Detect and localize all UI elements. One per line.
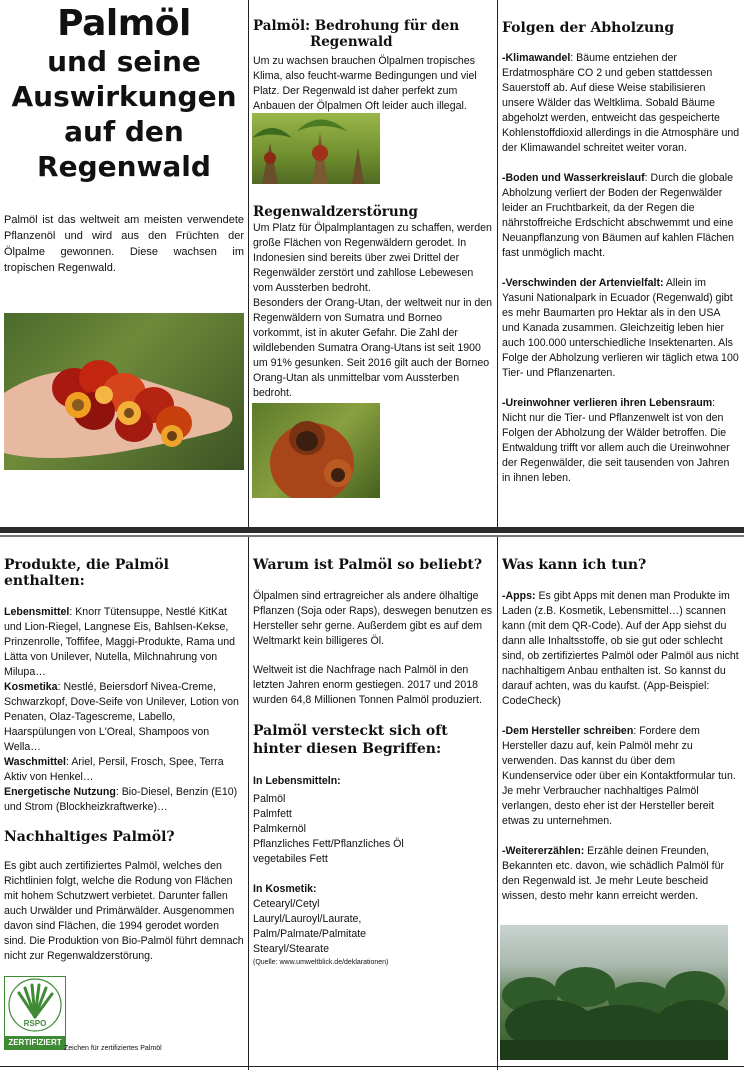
sustainable-heading: Nachhaltiges Palmöl?	[4, 829, 175, 845]
deforestation-text: Um Platz für Ölpalmplantagen zu schaffen, werden große Flächen von Regenwäldern gerodet. In Indonesien sind bereits über zwei Drittel der Regenwälder zerstört und zahllose Lebewesen vom Aussterben bedroht.	[253, 222, 492, 294]
products-section	[4, 557, 244, 964]
term: Palmöl	[253, 793, 286, 805]
action-write: -Dem Hersteller schreiben: Fordere dem Hersteller dazu auf, kein Palmöl mehr zu verwenden. Das kannst du über dem Kundenservice oder über ein Kontaktformular tun. Je mehr Verbraucher nachhaltiges Palmöl verlangen, desto eher ist der Hersteller bereit etwas zu unternehmen.	[502, 725, 736, 827]
term: Cetearyl/Cetyl	[253, 898, 320, 910]
cosmetic-terms: In Kosmetik: Cetearyl/Cetyl Lauryl/Lauroyl/Laurate, Palm/Palmate/Palmitate Stearyl/Stearate	[253, 882, 493, 957]
column-divider	[497, 537, 498, 1070]
section-divider	[0, 527, 744, 533]
palm-tree-photo	[252, 113, 380, 184]
hidden-names-heading: Palmöl versteckt sich oft hinter diesen Begriffen:	[253, 723, 448, 757]
products-cosmetics: Kosmetika: Nestlé, Beiersdorf Nivea-Creme, Schwarzkopf, Dove-Seife von Unilever, Lotion von Penaten, Olaz-Tagescreme, Labello, Haarspülungen von L'Oreal, Shampoos von Wella…	[4, 681, 239, 753]
palm-fruit-photo	[4, 313, 244, 470]
term: Palmfett	[253, 808, 292, 820]
consequences-heading: Folgen der Abholzung	[502, 20, 675, 36]
threat-text: Um zu wachsen brauchen Ölpalmen tropisches Klima, also feucht-warme Bedingungen und viel Platz. Der Regenwald ist daher perfekt zum Anbauen der Ölpalmen Oft leider auch illegal.	[253, 55, 477, 112]
orangutan-text: Besonders der Orang-Utan, der weltweit nur in den Regenwäldern von Sumatra und Borneo vorkommt, ist in akuter Gefahr. Die Zahl der wildlebenden Sumatra Orang-Utans ist seit 1900 um 91% gesunken. Seit 2016 gilt auch der Borneo Orang-Utan als unmittelbar vom Aussterben bedroht.	[253, 297, 493, 399]
action-apps: -Apps: Es gibt Apps mit denen man Produkte im Laden (z.B. Kosmetik, Lebensmittel…) scannen kann (mit dem QR-Code). Auf der App siehst du dann alle Inhaltsstoffe, ob sie gut oder schlecht sind, ob zertifiziertes Palmöl oder Palmöl aus nicht nachhaltigem Anbau enthalten ist. So kannst du darauf achten, was du kaufst. (App-Beispiel: CodeCheck)	[502, 590, 739, 707]
orangutan-photo	[252, 403, 380, 498]
popularity-text-1: Ölpalmen sind ertragreicher als andere ölhaltige Pflanzen (Soja oder Raps), deswegen benutzen es Hersteller sehr gerne. Außerdem gibt es auf dem Weltmarkt kein billigeres Öl.	[253, 590, 493, 647]
term: Lauryl/Lauroyl/Laurate,	[253, 913, 362, 925]
rspo-logo	[4, 976, 66, 1050]
rainforest-photo	[500, 925, 728, 1060]
title-block	[4, 3, 244, 183]
sustainable-text: Es gibt auch zertifiziertes Palmöl, welches den Richtlinien folgt, welche die Rodung von Flächen mit hohem Schutzwert verbietet. Darunter fallen auch Urwälder und Primärwälder. Ausgenommen davon sind Flächen, die 1994 gerodet worden sind. Die Produktion von Bio-Palmöl führt demnach nicht zur Regenwaldzerstörung.	[4, 860, 244, 962]
term: Palmkernöl	[253, 823, 306, 835]
term: Pflanzliches Fett/Pflanzliches Öl	[253, 838, 404, 850]
term: vegetabiles Fett	[253, 853, 328, 865]
deforestation-heading: Regenwaldzerstörung	[253, 204, 418, 220]
products-heading: Produkte, die Palmöl enthalten:	[4, 557, 169, 589]
consequence-indigenous: -Ureinwohner verlieren ihren Lebensraum: Nicht nur die Tier- und Pflanzenwelt ist von den Folgen der Abholzung der Wälder betroffen. Die Entwaldung trifft vor allem auch die Ureinwohner der Regenwälder, die seit tausenden von Jahren in ihnen leben.	[502, 397, 730, 484]
rspo-label: RSPO	[23, 1019, 47, 1028]
section-divider	[0, 535, 744, 537]
products-detergent: Waschmittel: Ariel, Persil, Frosch, Spee, Terra Aktiv von Henkel…	[4, 756, 224, 783]
popularity-heading: Warum ist Palmöl so beliebt?	[253, 557, 483, 573]
threat-heading: Palmöl: Bedrohung für den Regenwald	[253, 18, 460, 50]
column-divider	[248, 537, 249, 1070]
certified-badge: ZERTIFIZIERT	[5, 1036, 65, 1049]
logo-caption: Zeichen für zertifiziertes Palmöl	[64, 1045, 162, 1052]
popularity-text-2: Weltweit ist die Nachfrage nach Palmöl in den letzten Jahren enorm gestiegen. 2017 und 2018 wurden 64,8 Millionen Tonnen Palmöl produziert.	[253, 664, 482, 706]
column-divider	[497, 0, 498, 528]
column-divider	[248, 0, 249, 528]
main-title: Palmöl und seine Auswirkungen auf den Regenwald	[11, 3, 237, 183]
term: Stearyl/Stearate	[253, 943, 329, 955]
products-food: Lebensmittel: Knorr Tütensuppe, Nestlé KitKat und Lion-Riegel, Langnese Eis, Bahlsen-Kekse, Prinzenrolle, Toffifee, Maggi-Produkte, Rama und Lätta von Unilever, Nutella, Milchnahrung von Milupa…	[4, 606, 236, 678]
consequence-biodiversity: -Verschwinden der Artenvielfalt: Allein im Yasuni Nationalpark in Ecuador (Regenwald) gibt es mehr Baumarten pro Hektar als in den USA und Kanada zusammen. Gleichzeitig leben hier auch 100.000 unterschiedliche Insektenarten. Als Folge der Abholzung verlieren wir täglich etwa 100 Tier- und Pflanzenarten.	[502, 277, 739, 379]
products-energy: Energetische Nutzung: Bio-Diesel, Benzin (E10) und Strom (Blockheizkraftwerke)…	[4, 786, 238, 813]
consequence-climate: -Klimawandel: Bäume entziehen der Erdatmosphäre CO 2 und geben stattdessen Sauerstoff ab. Auf diese Weise stabilisieren unsere Wälder das Weltklima. Sobald Bäume abgeholzt werden, entweicht das gespeicherte Kohlenstoffdioxid allerdings in die Atmosphäre und der Klimawandel schreitet weiter voran.	[502, 52, 740, 154]
popularity-section	[253, 557, 493, 968]
source-note: (Quelle: www.umweltblick.de/deklarationen)	[253, 959, 389, 966]
action-share: -Weitererzählen: Erzähle deinen Freunden, Bekannten etc. davon, wie schädlich Palmöl für den Regenwald ist. Je mehr Leute bescheid wissen, desto mehr kann erreicht werden.	[502, 845, 725, 902]
consequences-section	[502, 20, 740, 486]
term: Palm/Palmate/Palmitate	[253, 928, 367, 940]
threat-section	[253, 18, 493, 114]
logo-ring-text	[5, 977, 6, 978]
actions-heading: Was kann ich tun?	[502, 557, 647, 573]
consequence-soil: -Boden und Wasserkreislauf: Durch die globale Abholzung verliert der Boden der Regenwälder leider an Fruchtbarkeit, da der Regen die nährstoffreiche Erdschicht abschwemmt und eine Neuanpflanzung von Bäumen auf kahlen Flächen fast unmöglich macht.	[502, 172, 735, 259]
actions-section	[502, 557, 740, 904]
deforestation-section	[253, 204, 493, 401]
bottom-rule	[0, 1066, 744, 1067]
food-terms: In Lebensmitteln: Palmöl Palmfett Palmkernöl Pflanzliches Fett/Pflanzliches Öl vegetabiles Fett	[253, 774, 493, 867]
intro-text: Palmöl ist das weltweit am meisten verwendete Pflanzenöl und wird aus den Früchten der Ölpalme gewonnen. Diese wachsen im tropischen Regenwald.	[4, 214, 244, 274]
